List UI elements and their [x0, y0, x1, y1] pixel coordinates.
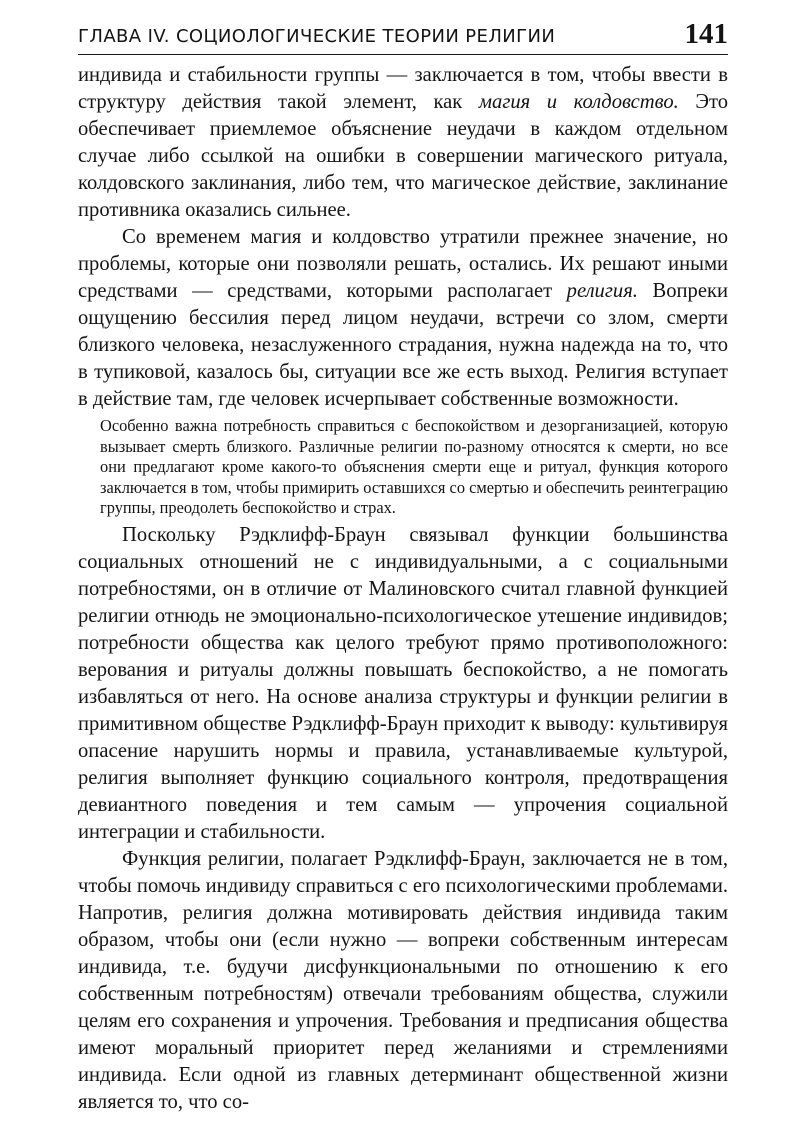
running-header	[78, 20, 728, 55]
chapter-title: ГЛАВА IV. СОЦИОЛОГИЧЕСКИЕ ТЕОРИИ РЕЛИГИИ	[78, 26, 556, 47]
paragraph-text: Это обеспечивает приемлемое объяснение неудачи в каждом отдельном случае либо ссылкой на ошибки в совершении магического ритуала, колдовского заклинания, либо тем, что магическое действие, заклинание противника оказались сильнее.	[78, 91, 728, 221]
small-print-paragraph: Особенно важна потребность справиться с беспокойством и дезорганизацией, которую вызывает смерть близкого. Различные религии по-разному относятся к смерти, но все они предлагают кроме какого-то объяснения смерти еще и ритуал, функция которого заключается в том, чтобы примирить оставшихся со смертью и обеспечить реинтеграцию группы, преодолеть беспокойство и страх.	[100, 416, 728, 518]
paragraph-text: Со временем магия и колдовство утратили прежнее значение, но проблемы, которые они позволяли решать, остались. Их решают иными средствами — средствами, которыми располагает	[78, 226, 728, 302]
emphasis-text: религия.	[566, 280, 638, 302]
paragraph: Поскольку Рэдклифф-Браун связывал функции большинства социальных отношений не с индивидуальными, а с социальными потребностями, он в отличие от Малиновского считал главной функцией религии отнюдь не эмоционально-психологическое утешение индивидов; потребности общества как целого требуют прямо противоположного: верования и ритуалы должны повышать беспокойство, а не помогать избавляться от него. На основе анализа структуры и функции религии в примитивном обществе Рэдклифф-Браун приходит к выводу: культивируя опасение нарушить нормы и правила, устанавливаемые культурой, религия выполняет функцию социального контроля, предотвращения девиантного поведения и тем самым — упрочения социальной интеграции и стабильности.	[78, 523, 728, 843]
paragraph-text: Вопреки ощущению бессилия перед лицом неудачи, встречи со злом, смерти близкого человека, незаслуженного страдания, нужна надежда на то, что в тупиковой, казалось бы, ситуации все же есть выход. Религия вступает в действие там, где человек исчерпывает собственные возможности.	[78, 280, 728, 410]
paragraph: Функция религии, полагает Рэдклифф-Браун, заключается не в том, чтобы помочь индивиду справиться с его психологическими проблемами. Напротив, религия должна мотивировать действия индивида таким образом, чтобы они (если нужно — вопреки собственным интересам индивида, т.е. будучи дисфункциональными по отношению к его собственным потребностям) отвечали требованиям общества, служили целям его сохранения и упрочения. Требования и предписания общества имеют моральный приоритет перед желаниями и стремлениями индивида. Если одной из главных детерминант общественной жизни является то, что со-	[78, 847, 728, 1113]
body-text	[78, 62, 728, 1116]
page-number: 141	[684, 18, 728, 50]
paragraph-text: индивида и стабильности группы — заключается в том, чтобы ввести в структуру действия такой элемент, как	[78, 64, 728, 113]
paragraph	[78, 224, 728, 413]
emphasis-text: магия и колдовство.	[478, 91, 679, 113]
paragraph-continued	[78, 62, 728, 224]
